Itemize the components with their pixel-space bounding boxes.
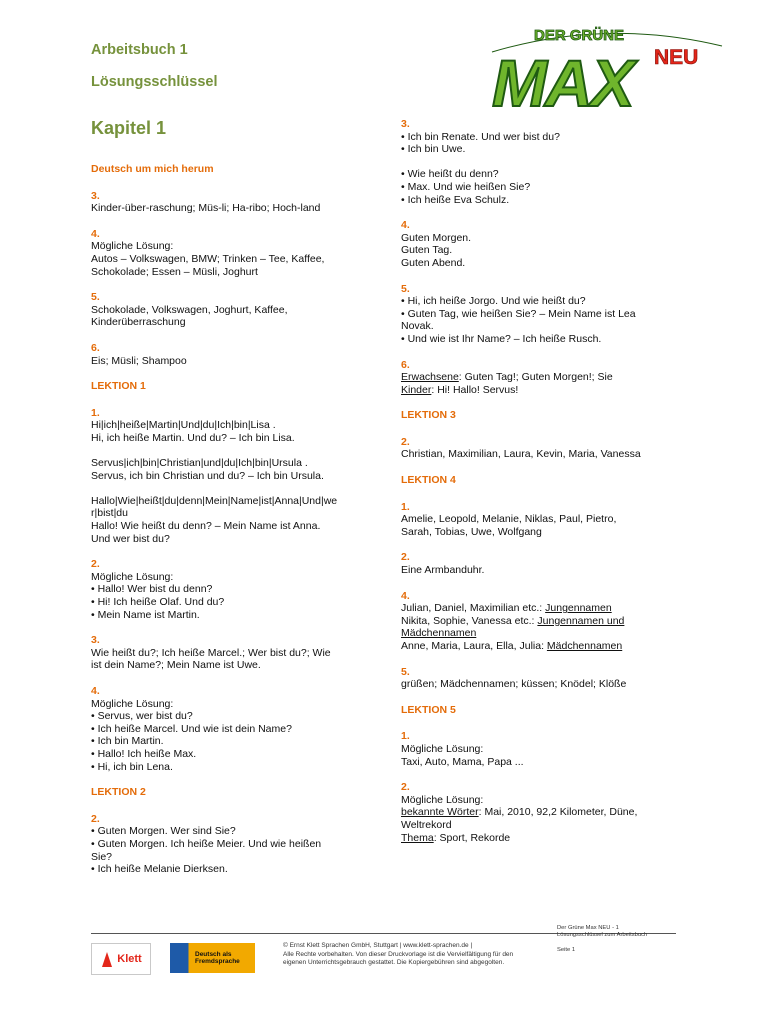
exercise-block <box>401 781 681 844</box>
answer-line: • Mein Name ist Martin. <box>91 608 200 621</box>
exercise-block <box>91 813 376 876</box>
answer-line: Schokolade, Volkswagen, Joghurt, Kaffee, <box>91 303 288 316</box>
section-heading <box>91 380 376 393</box>
answer-line: Mögliche Lösung: <box>401 793 484 806</box>
logo-top-text: DER GRÜNE <box>534 27 625 44</box>
exercise-number: 4. <box>91 227 100 240</box>
copyright-line: eigenen Unterrichtsgebrauch gestattet. Die Kopiergebühren sind abgegolten. <box>283 959 505 967</box>
answer-line: Servus, ich bin Christian und du? – Ich bin Ursula. <box>91 469 324 482</box>
exercise-block <box>91 342 376 367</box>
answer-line: bekannte Wörter: Mai, 2010, 92,2 Kilometer, Düne, <box>401 806 638 819</box>
answer-line: Christian, Maximilian, Laura, Kevin, Maria, Vanessa <box>401 448 641 461</box>
answer-line: Eis; Müsli; Shampoo <box>91 354 187 367</box>
exercise-number: 5. <box>401 665 410 678</box>
answer-line: Kinderüberraschung <box>91 316 186 329</box>
answer-line: Taxi, Auto, Mama, Papa ... <box>401 755 524 768</box>
answer-line: • Ich bin Martin. <box>91 735 164 748</box>
exercise-number: 1. <box>401 500 410 513</box>
answer-line: • Ich bin Uwe. <box>401 143 466 156</box>
daf-logo-text: Deutsch als Fremdsprache <box>195 951 240 965</box>
section-heading <box>401 409 681 422</box>
answer-line: ist dein Name?; Mein Name ist Uwe. <box>91 659 261 672</box>
answer-line: Kinder-über-raschung; Müs-li; Ha-ribo; Hoch-land <box>91 202 321 215</box>
page-info <box>557 925 687 954</box>
answer-line: Autos – Volkswagen, BMW; Trinken – Tee, Kaffee, <box>91 252 325 265</box>
der-gruene-max-logo <box>486 20 726 112</box>
workbook-title: Arbeitsbuch 1 <box>91 42 188 58</box>
exercise-block <box>401 730 681 768</box>
section-title: Deutsch um mich herum <box>91 163 214 175</box>
answer-line: • Ich heiße Eva Schulz. <box>401 193 510 206</box>
answer-line: • Guten Tag, wie heißen Sie? – Mein Name ist Lea <box>401 307 636 320</box>
underlined-term: Jungennamen und <box>537 614 625 627</box>
answer-line: • Hi! Ich heiße Olaf. Und du? <box>91 596 225 609</box>
answer-line: • Guten Morgen. Wer sind Sie? <box>91 825 236 838</box>
exercise-number: 1. <box>91 406 100 419</box>
exercise-block <box>401 551 681 576</box>
answer-line: Kinder: Hi! Hallo! Servus! <box>401 383 519 396</box>
section-heading <box>401 704 681 717</box>
exercise-block <box>401 666 681 691</box>
answer-line: Mögliche Lösung: <box>401 742 484 755</box>
answer-line <box>91 445 376 458</box>
exercise-block <box>91 228 376 278</box>
copyright-notice <box>283 942 548 968</box>
exercise-number: 2. <box>91 558 100 571</box>
underlined-term: Thema <box>401 831 434 844</box>
answer-line: • Ich heiße Marcel. Und wie ist dein Name? <box>91 722 292 735</box>
answer-line: Amelie, Leopold, Melanie, Niklas, Paul, Pietro, <box>401 513 617 526</box>
answer-line: • Hallo! Wer bist du denn? <box>91 583 213 596</box>
exercise-number: 4. <box>401 219 410 232</box>
answer-line: Mögliche Lösung: <box>91 570 174 583</box>
answer-line: Erwachsene: Guten Tag!; Guten Morgen!; Sie <box>401 371 613 384</box>
answer-line: Nikita, Sophie, Vanessa etc.: Jungennamen und <box>401 614 625 627</box>
exercise-number: 3. <box>91 189 100 202</box>
answer-line: Guten Morgen. <box>401 231 472 244</box>
exercise-block <box>401 118 681 206</box>
exercise-block <box>91 407 376 546</box>
exercise-number: 5. <box>91 291 100 304</box>
klett-logo <box>91 943 151 975</box>
answer-line: r|bist|du <box>91 507 128 520</box>
klett-logo-text: Klett <box>117 953 142 965</box>
underlined-term: bekannte Wörter <box>401 806 479 819</box>
exercise-number: 2. <box>401 551 410 564</box>
section-heading <box>91 163 376 176</box>
answer-line: Hi, ich heiße Martin. Und du? – Ich bin Lisa. <box>91 431 295 444</box>
section-title: LEKTION 2 <box>91 786 146 799</box>
section-title: LEKTION 1 <box>91 380 146 393</box>
exercise-block <box>401 219 681 269</box>
underlined-term: Mädchennamen <box>401 627 477 640</box>
answer-line: Guten Tag. <box>401 244 453 257</box>
answer-line: Schokolade; Essen – Müsli, Joghurt <box>91 265 258 278</box>
exercise-block <box>91 291 376 329</box>
exercise-number: 6. <box>401 358 410 371</box>
answer-line: Julian, Daniel, Maximilian etc.: Jungennamen <box>401 602 612 615</box>
answer-line: Novak. <box>401 320 434 333</box>
answer-line: • Servus, wer bist du? <box>91 710 193 723</box>
logo-neu-text: NEU <box>654 46 699 69</box>
exercise-block <box>91 634 376 672</box>
section-title: LEKTION 5 <box>401 703 456 716</box>
answer-line <box>401 627 681 640</box>
exercise-block <box>91 190 376 215</box>
exercise-number: 4. <box>91 685 100 697</box>
answer-line: • Max. Und wie heißen Sie? <box>401 180 531 193</box>
exercise-block <box>91 558 376 621</box>
exercise-number: 1. <box>401 730 410 743</box>
answer-line: Mögliche Lösung: <box>91 697 174 710</box>
underlined-term: Mädchennamen <box>546 640 623 652</box>
copyright-line: Alle Rechte vorbehalten. Von dieser Druckvorlage ist die Vervielfältigung für den <box>283 950 514 958</box>
answer-line: Guten Abend. <box>401 256 466 269</box>
answer-line: Thema: Sport, Rekorde <box>401 831 511 844</box>
answer-line: • Und wie ist Ihr Name? – Ich heiße Rusch. <box>401 332 602 345</box>
answer-line: Hi|ich|heiße|Martin|Und|du|Ich|bin|Lisa . <box>91 419 276 432</box>
underlined-term: Jungennamen <box>545 602 612 615</box>
answer-line: • Ich bin Renate. Und wer bist du? <box>401 130 560 143</box>
section-heading <box>91 786 376 799</box>
exercise-number: 2. <box>401 781 410 794</box>
answer-line: • Hallo! Ich heiße Max. <box>91 747 197 760</box>
answer-line: Mögliche Lösung: <box>91 240 174 253</box>
page-number: Seite 1 <box>557 946 576 953</box>
underlined-term: Erwachsene <box>401 371 459 384</box>
page-info-book: Der Grüne Max NEU - 1 <box>557 925 619 931</box>
answer-line: Weltrekord <box>401 818 452 831</box>
left-column <box>91 163 376 889</box>
chapter-title: Kapitel 1 <box>91 118 167 138</box>
answer-line: Hallo! Wie heißt du denn? – Mein Name ist Anna. <box>91 520 321 533</box>
underlined-term: Kinder <box>401 383 432 396</box>
exercise-number: 4. <box>401 589 410 602</box>
exercise-number: 3. <box>91 634 100 647</box>
answer-line: grüßen; Mädchennamen; küssen; Knödel; Klöße <box>401 678 627 691</box>
section-title: LEKTION 3 <box>401 409 456 422</box>
daf-logo <box>170 943 255 973</box>
exercise-number: 5. <box>401 282 410 295</box>
copyright-line: © Ernst Klett Sprachen GmbH, Stuttgart | www.klett-sprachen.de | <box>283 942 473 949</box>
answer-line: Servus|ich|bin|Christian|und|du|Ich|bin|Ursula . <box>91 457 308 470</box>
answer-line: • Wie heißt du denn? <box>401 168 499 181</box>
logo-main-text: MAX <box>492 46 633 112</box>
page-info-subtitle: Lösungsschlüssel zum Arbeitsbuch <box>557 932 648 939</box>
answer-line: • Hi, ich heiße Jorgo. Und wie heißt du? <box>401 295 586 308</box>
answer-line: • Ich heiße Melanie Dierksen. <box>91 863 228 876</box>
exercise-block <box>401 590 681 653</box>
answer-line: Anne, Maria, Laura, Ella, Julia: Mädchennamen <box>401 640 623 652</box>
exercise-block <box>401 359 681 397</box>
answer-line <box>401 156 681 169</box>
exercise-number: 2. <box>91 812 100 825</box>
exercise-block <box>91 685 376 773</box>
klett-mark-icon <box>100 950 114 968</box>
answer-line <box>91 482 376 495</box>
exercise-block <box>401 283 681 346</box>
exercise-number: 6. <box>91 341 100 354</box>
right-column <box>401 118 681 857</box>
exercise-number: 3. <box>401 118 410 130</box>
section-heading <box>401 474 681 487</box>
answer-line: Hallo|Wie|heißt|du|denn|Mein|Name|ist|Anna|Und|we <box>91 494 338 507</box>
answer-line: Sarah, Tobias, Uwe, Wolfgang <box>401 525 542 538</box>
answer-key-title: Lösungsschlüssel <box>91 74 218 90</box>
exercise-block <box>401 436 681 461</box>
answer-line: Sie? <box>91 850 113 863</box>
answer-line: • Hi, ich bin Lena. <box>91 760 173 773</box>
answer-line: • Guten Morgen. Ich heiße Meier. Und wie heißen <box>91 837 322 850</box>
answer-line: Eine Armbanduhr. <box>401 564 485 577</box>
answer-line: Wie heißt du?; Ich heiße Marcel.; Wer bist du?; Wie <box>91 646 331 659</box>
section-title: LEKTION 4 <box>401 474 456 487</box>
exercise-block <box>401 501 681 539</box>
answer-line: Und wer bist du? <box>91 532 170 545</box>
exercise-number: 2. <box>401 435 410 448</box>
